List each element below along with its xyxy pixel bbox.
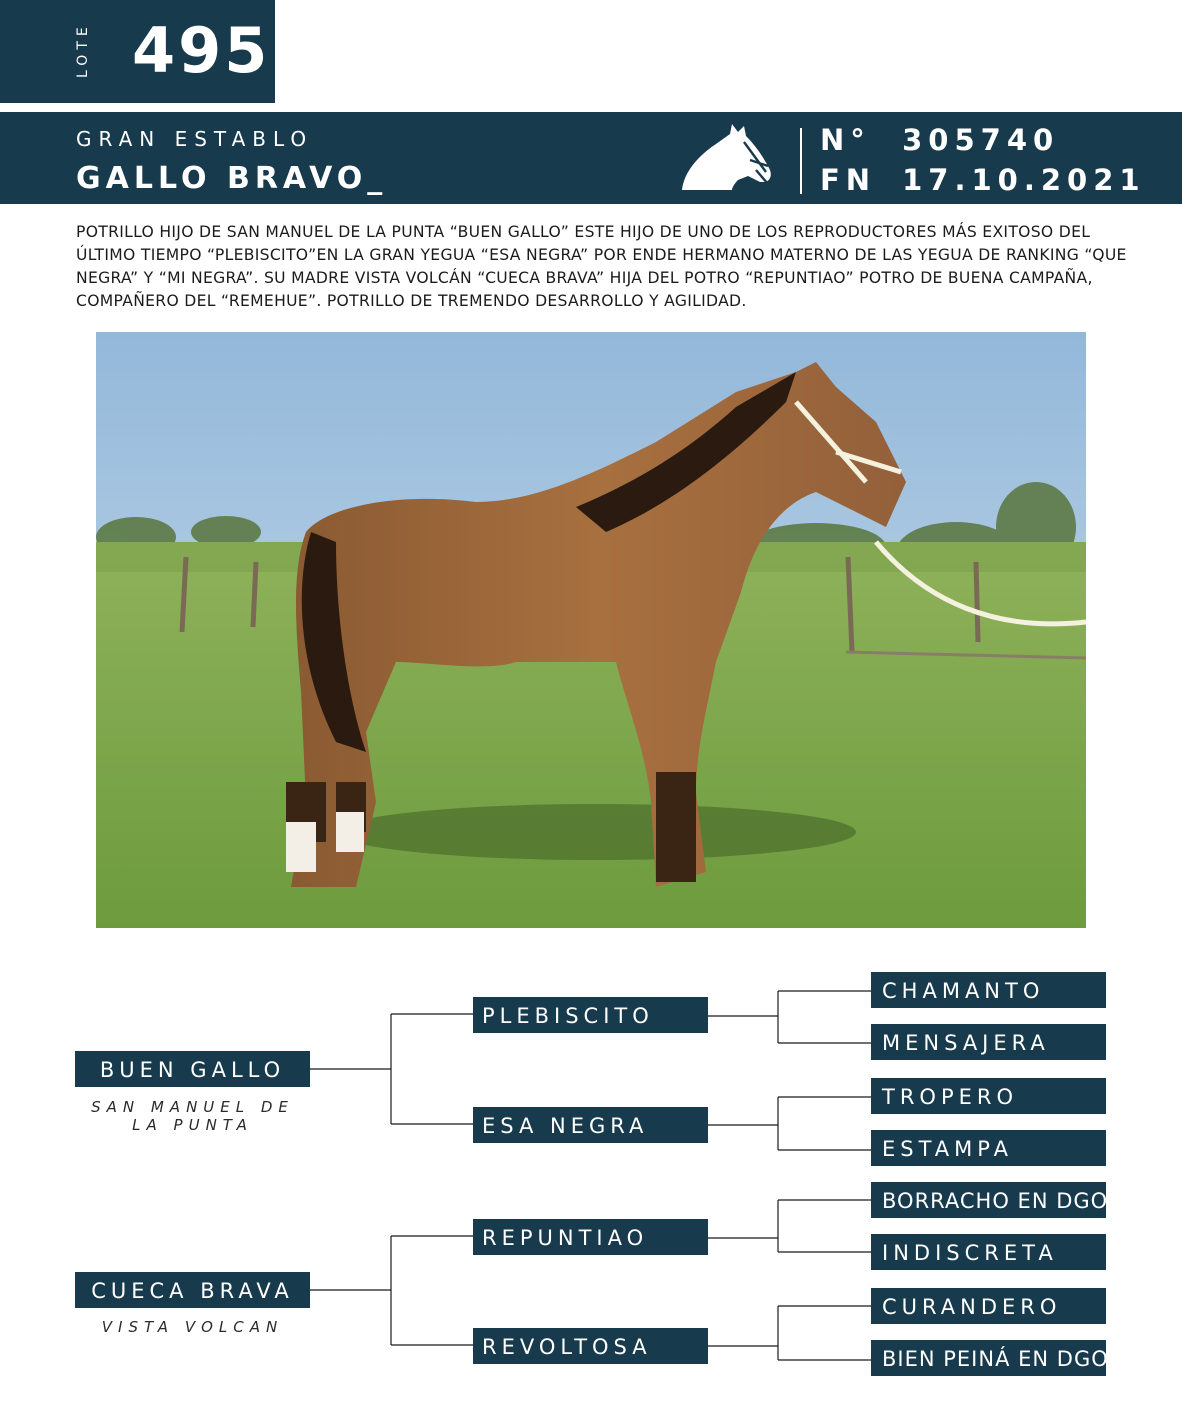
sire-box: BUEN GALLO (75, 1051, 310, 1087)
great-grandparent-box: TROPERO (871, 1078, 1106, 1114)
registration-key: N° (820, 123, 871, 157)
maternal-grandsire-box: REPUNTIAO (473, 1219, 708, 1255)
great-grandparent-box: CHAMANTO (871, 972, 1106, 1008)
paternal-granddam-box: ESA NEGRA (473, 1107, 708, 1143)
lot-label: LOTE (75, 22, 91, 78)
sire-breeder: SAN MANUEL DE LA PUNTA (91, 1098, 294, 1134)
horse-head-icon (676, 122, 776, 194)
great-grandparent-box: BIEN PEINÁ EN DGO (871, 1340, 1106, 1376)
birth-date (820, 162, 1146, 198)
horse-photo (96, 332, 1086, 928)
dam-box: CUECA BRAVA (75, 1272, 310, 1308)
paternal-grandsire-box: PLEBISCITO (473, 997, 708, 1033)
description: POTRILLO HIJO DE SAN MANUEL DE LA PUNTA “BUEN GALLO” ESTE HIJO DE UNO DE LOS REPRODUCTORES MÁS EXITOSO DEL ÚLTIMO TIEMPO “PLEBISCITO”EN LA GRAN YEGUA “ESA NEGRA” POR ENDE HERMANO MATERNO DE LAS YEGUA DE RANKING “QUE NEGRA” Y “MI NEGRA”. SU MADRE VISTA VOLCÁN “CUECA BRAVA” HIJA DEL POTRO “REPUNTIAO” POTRO DE BUENA CAMPAÑA, COMPAÑERO DEL “REMEHUE”. POTRILLO DE TREMENDO DESARROLLO Y AGILIDAD. (76, 223, 1127, 310)
great-grandparent-box: INDISCRETA (871, 1234, 1106, 1270)
header-divider (800, 128, 802, 194)
birth-key: FN (820, 163, 877, 197)
great-grandparent-box: ESTAMPA (871, 1130, 1106, 1166)
horse-name: GALLO BRAVO_ (76, 161, 388, 196)
great-grandparent-box: CURANDERO (871, 1288, 1106, 1324)
registration-number (820, 122, 1059, 158)
maternal-granddam-box: REVOLTOSA (473, 1328, 708, 1364)
dam-breeder: VISTA VOLCAN (101, 1318, 284, 1336)
great-grandparent-box: BORRACHO EN DGO (871, 1182, 1106, 1218)
lot-box (0, 0, 275, 103)
stable-label: GRAN ESTABLO (76, 127, 314, 151)
birth-value: 17.10.2021 (902, 163, 1146, 197)
lot-number: 495 (132, 14, 271, 87)
great-grandparent-box: MENSAJERA (871, 1024, 1106, 1060)
registration-value: 305740 (902, 123, 1060, 157)
